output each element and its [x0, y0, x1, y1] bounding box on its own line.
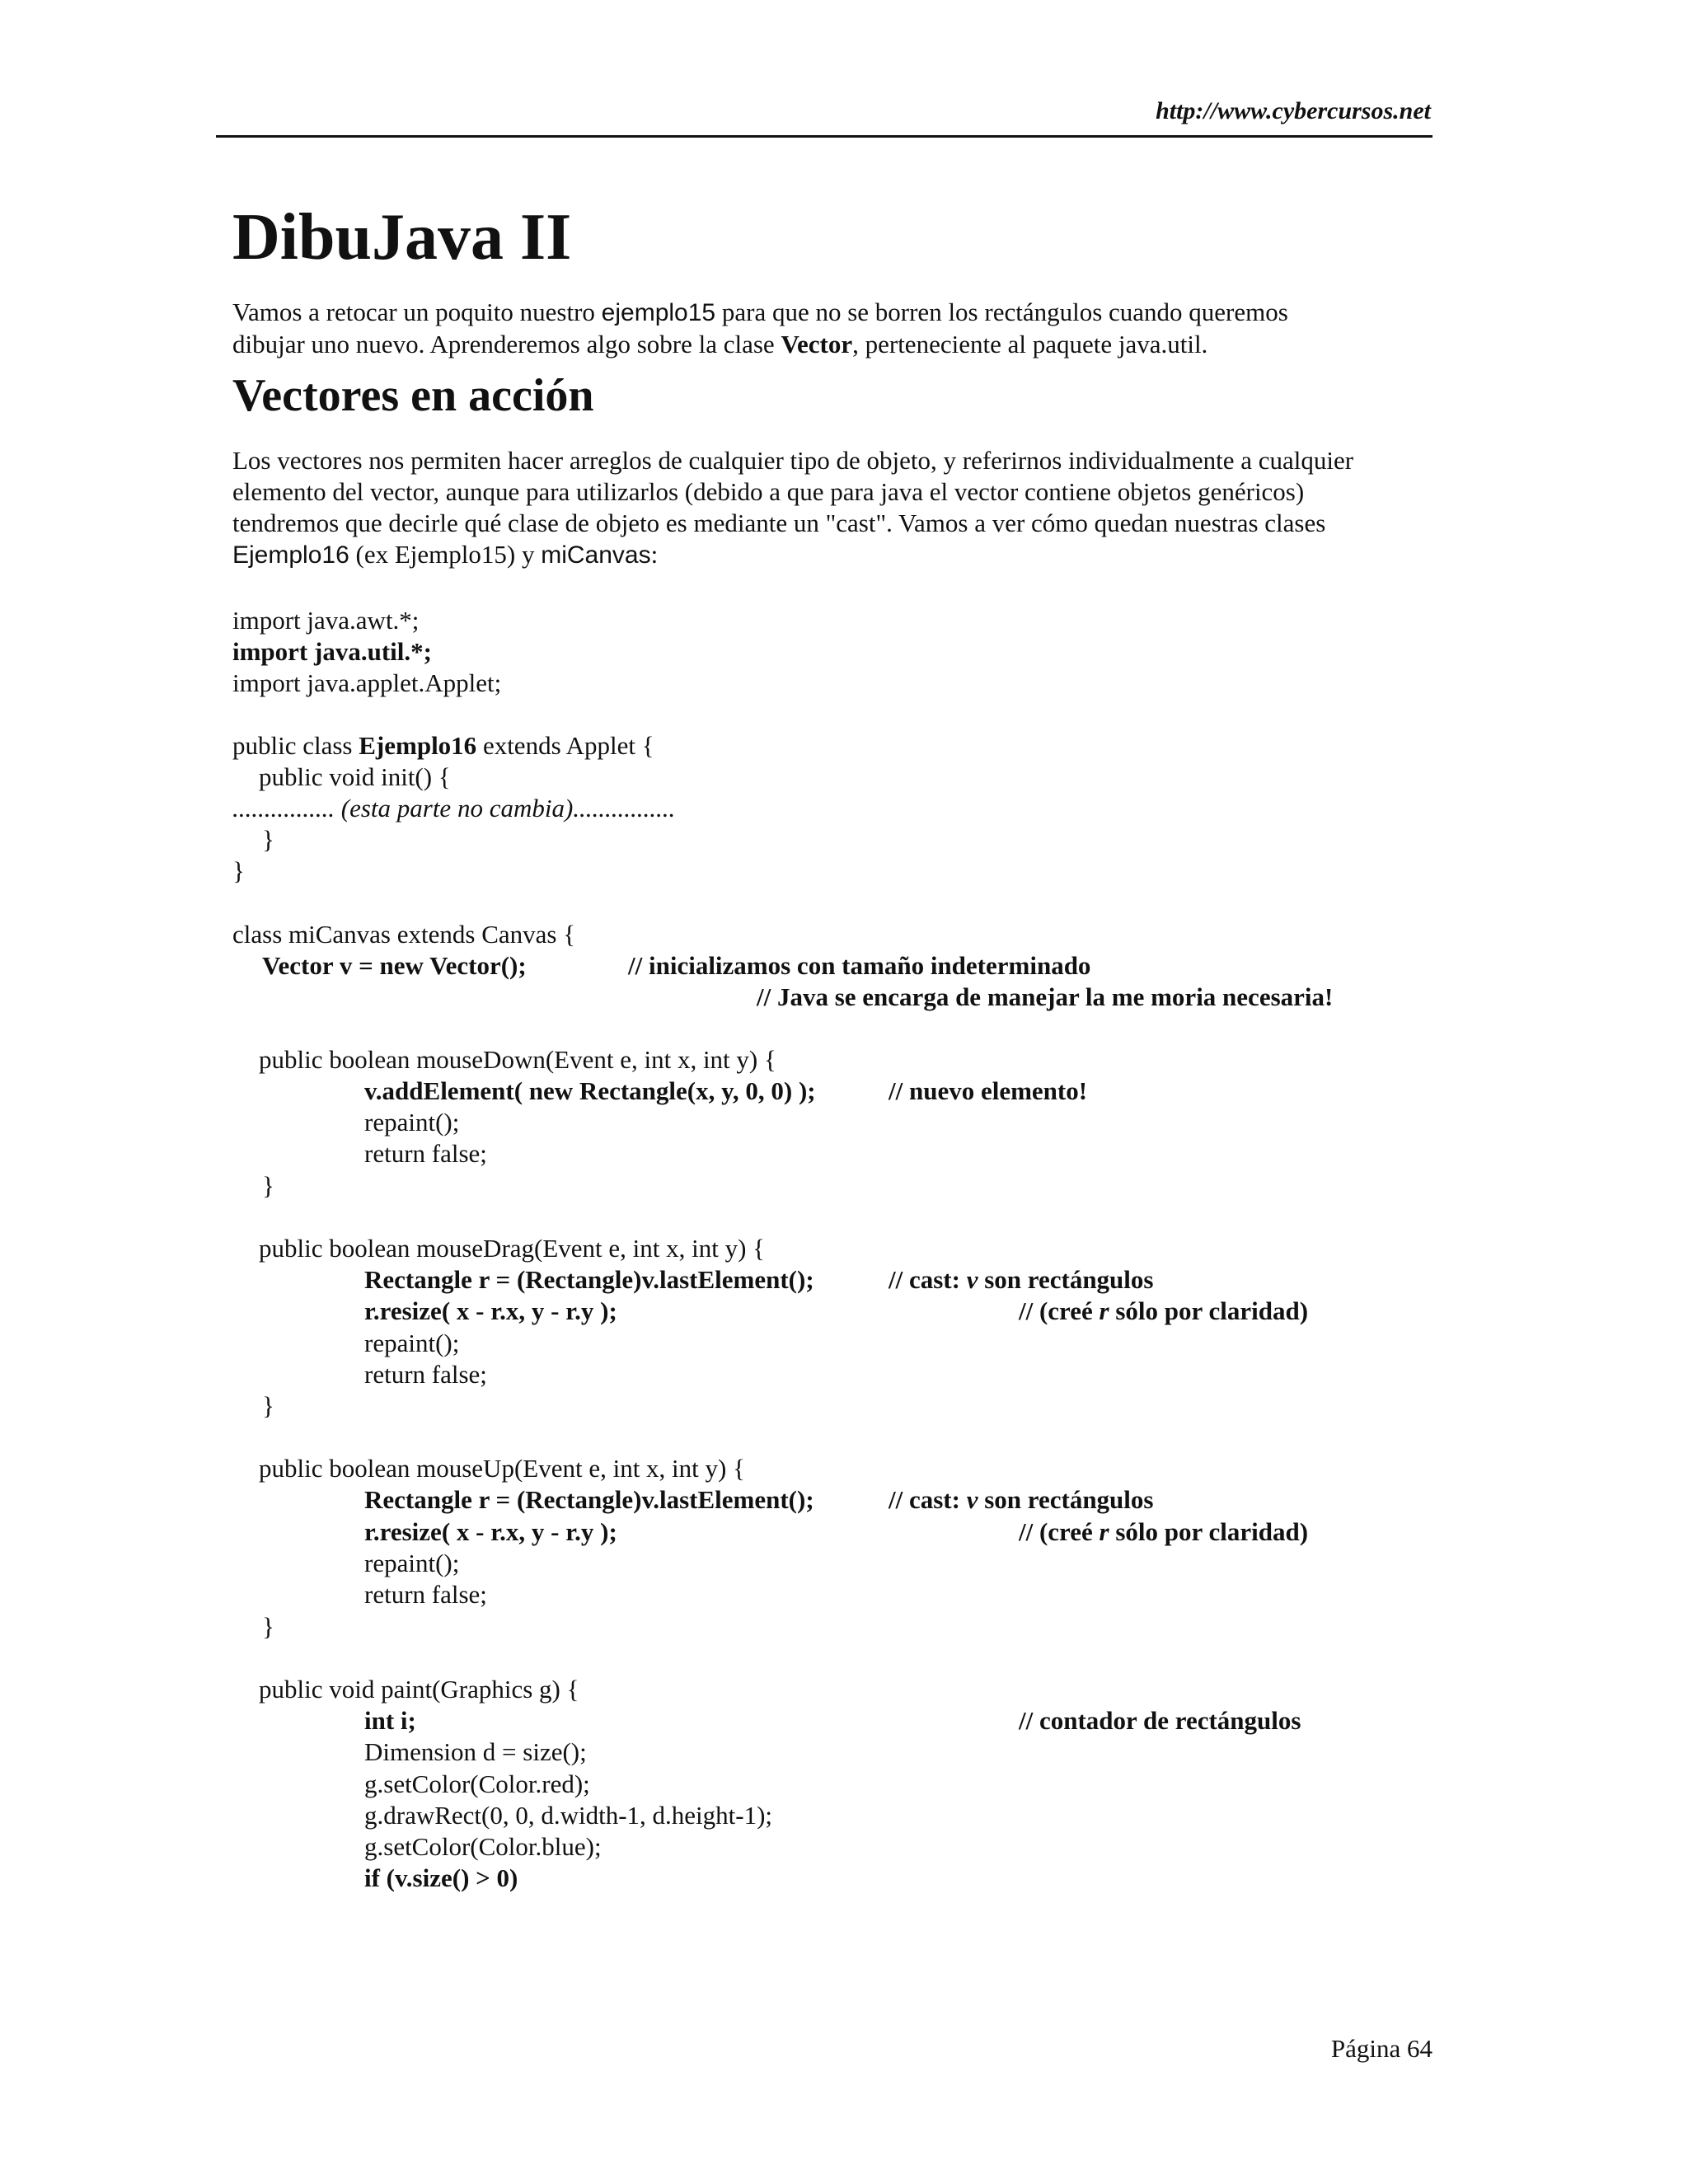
intro-text: , perteneciente al paquete java.util.	[852, 330, 1208, 359]
inline-code: miCanvas	[541, 541, 651, 569]
comment-italic: v	[966, 1485, 978, 1514]
header-divider	[216, 135, 1432, 138]
code-line: import java.applet.Applet;	[232, 668, 502, 697]
code-line: r.resize( x - r.x, y - r.y );	[364, 1296, 617, 1325]
code-line: repaint();	[364, 1108, 460, 1137]
code-line: r.resize( x - r.x, y - r.y );	[364, 1517, 617, 1546]
code-class-name: Ejemplo16	[359, 731, 477, 760]
code-line: v.addElement( new Rectangle(x, y, 0, 0) );	[364, 1076, 816, 1105]
code-line: public void init() {	[259, 762, 451, 791]
intro-text: Vamos a retocar un poquito nuestro	[232, 298, 602, 326]
comment-text: sólo por claridad)	[1109, 1517, 1309, 1546]
code-line: return false;	[364, 1580, 487, 1609]
code-line: }	[262, 1612, 274, 1641]
code-line: return false;	[364, 1360, 487, 1389]
code-line: public boolean mouseUp(Event e, int x, int y) {	[259, 1454, 745, 1483]
code-line: }	[262, 1171, 274, 1200]
code-line: if (v.size() > 0)	[364, 1863, 518, 1892]
comment-text: son rectángulos	[978, 1265, 1154, 1294]
code-line: repaint();	[364, 1549, 460, 1577]
code-comment: // contador de rectángulos	[1019, 1706, 1301, 1735]
code-line: Dimension d = size();	[364, 1737, 587, 1766]
code-line: }	[232, 856, 245, 885]
code-line: import java.util.*;	[232, 637, 432, 666]
comment-text: // cast:	[889, 1485, 967, 1514]
comment-text: son rectángulos	[978, 1485, 1154, 1514]
comment-text: // cast:	[889, 1265, 967, 1294]
comment-italic: r	[1099, 1296, 1109, 1325]
code-line: return false;	[364, 1139, 487, 1168]
page-title: DibuJava II	[232, 201, 572, 274]
inline-code: Ejemplo16	[232, 541, 349, 569]
code-comment: // Java se encarga de manejar la me moria necesaria!	[757, 982, 1334, 1011]
code-line: class miCanvas extends Canvas {	[232, 920, 576, 949]
code-line: ................ (esta parte no cambia)................	[232, 794, 676, 823]
code-line: public boolean mouseDown(Event e, int x, int y) {	[259, 1045, 776, 1074]
code-line: Vector v = new Vector();	[262, 951, 527, 980]
section-line-2: elemento del vector, aunque para utilizarlos (debido a que para java el vector contiene objetos genéricos)	[232, 477, 1305, 506]
code-line: public boolean mouseDrag(Event e, int x, int y) {	[259, 1234, 766, 1263]
code-comment	[889, 1484, 1153, 1516]
comment-text: // (creé	[1019, 1517, 1100, 1546]
section-line-4	[232, 539, 1436, 571]
code-comment	[1019, 1296, 1308, 1327]
code-text: public class	[232, 731, 359, 760]
inline-code: ejemplo15	[601, 299, 716, 326]
intro-paragraph	[232, 297, 1436, 360]
intro-text: para que no se borren los rectángulos cuando queremos	[715, 298, 1288, 326]
comment-text: sólo por claridad)	[1109, 1296, 1309, 1325]
code-line: g.setColor(Color.blue);	[364, 1832, 602, 1861]
section-text: (ex Ejemplo15) y	[349, 540, 542, 569]
page-number: Página 64	[1330, 2034, 1432, 2063]
code-line: g.drawRect(0, 0, d.width-1, d.height-1);	[364, 1801, 773, 1830]
code-line: int i;	[364, 1706, 416, 1735]
code-line: g.setColor(Color.red);	[364, 1769, 590, 1798]
code-line: Rectangle r = (Rectangle)v.lastElement();	[364, 1485, 814, 1514]
section-text: :	[650, 540, 659, 569]
code-line: repaint();	[364, 1329, 460, 1357]
section-paragraph	[232, 445, 1436, 571]
header-url: http://www.cybercursos.net	[1156, 97, 1431, 124]
comment-italic: v	[966, 1265, 978, 1294]
intro-line-2	[232, 329, 1436, 360]
code-comment	[889, 1264, 1153, 1296]
code-text: extends Applet {	[476, 731, 654, 760]
comment-text: // (creé	[1019, 1296, 1100, 1325]
section-line-1: Los vectores nos permiten hacer arreglos de cualquier tipo de objeto, y referirnos individualmente a cualquier	[232, 446, 1354, 475]
code-comment: // inicializamos con tamaño indeterminado	[628, 951, 1091, 980]
code-line: import java.awt.*;	[232, 606, 420, 635]
code-line: Rectangle r = (Rectangle)v.lastElement();	[364, 1265, 814, 1294]
bold-term: Vector	[781, 330, 853, 359]
code-line	[232, 730, 654, 762]
code-line: }	[262, 1391, 274, 1420]
section-line-3: tendremos que decirle qué clase de objeto es mediante un "cast". Vamos a ver cómo quedan nuestras clases	[232, 509, 1326, 537]
code-comment	[1019, 1516, 1308, 1548]
intro-text: dibujar uno nuevo. Aprenderemos algo sobre la clase	[232, 330, 781, 359]
code-line: public void paint(Graphics g) {	[259, 1675, 579, 1704]
code-line: }	[262, 825, 274, 854]
intro-line-1	[232, 297, 1436, 329]
section-heading: Vectores en acción	[232, 370, 594, 421]
comment-italic: r	[1099, 1517, 1109, 1546]
code-comment: // nuevo elemento!	[889, 1076, 1088, 1105]
